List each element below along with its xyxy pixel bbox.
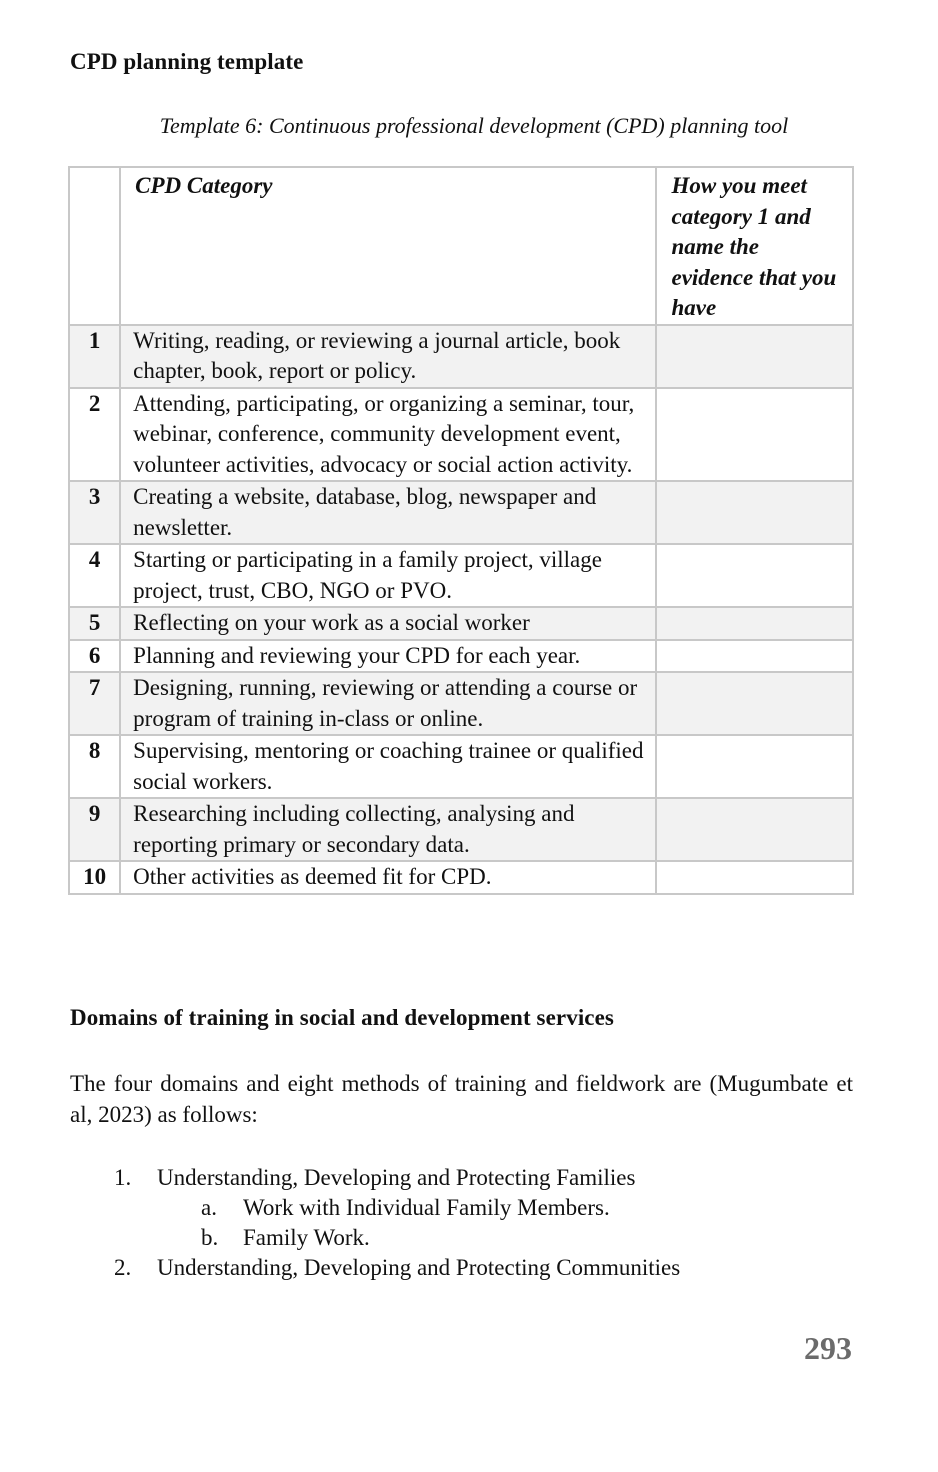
column-header-category: CPD Category (120, 167, 656, 325)
list-item-text: Work with Individual Family Members. (243, 1195, 610, 1220)
row-category: Other activities as deemed fit for CPD. (120, 861, 656, 894)
row-category: Attending, participating, or organizing a seminar, tour, webinar, conference, community development event, volunteer activities, advocacy or social action activity. (120, 388, 656, 482)
row-evidence-cell[interactable] (656, 388, 853, 482)
row-category: Reflecting on your work as a social worker (120, 607, 656, 640)
table-caption: Template 6: Continuous professional development (CPD) planning tool (159, 113, 789, 138)
row-number: 6 (69, 640, 120, 673)
table-row (69, 861, 853, 894)
list-marker: a. (201, 1195, 217, 1220)
sub-list-item (157, 1193, 680, 1223)
row-category: Designing, running, reviewing or attending a course or program of training in-class or online. (120, 672, 656, 735)
list-item-text: Family Work. (243, 1225, 370, 1250)
row-evidence-cell[interactable] (656, 798, 853, 861)
row-number: 10 (69, 861, 120, 894)
table-row (69, 325, 853, 388)
section-heading-domains-of-training: Domains of training in social and development services (70, 1005, 614, 1030)
sub-list-item (157, 1223, 680, 1253)
row-number: 9 (69, 798, 120, 861)
domains-list (70, 1163, 680, 1283)
list-item (70, 1163, 680, 1253)
table-row (69, 735, 853, 798)
row-evidence-cell[interactable] (656, 861, 853, 894)
table-header-row (69, 167, 853, 325)
row-category: Supervising, mentoring or coaching trainee or qualified social workers. (120, 735, 656, 798)
row-evidence-cell[interactable] (656, 640, 853, 673)
list-marker: 2. (114, 1255, 132, 1280)
row-category: Creating a website, database, blog, newspaper and newsletter. (120, 481, 656, 544)
table-row (69, 798, 853, 861)
sub-list (157, 1193, 680, 1253)
row-number: 7 (69, 672, 120, 735)
page-number: 293 (804, 1330, 852, 1366)
row-evidence-cell[interactable] (656, 481, 853, 544)
row-number: 2 (69, 388, 120, 482)
row-number: 8 (69, 735, 120, 798)
row-evidence-cell[interactable] (656, 735, 853, 798)
row-category: Planning and reviewing your CPD for each year. (120, 640, 656, 673)
table-row (69, 672, 853, 735)
column-header-number (69, 167, 120, 325)
row-evidence-cell[interactable] (656, 325, 853, 388)
row-category: Researching including collecting, analysing and reporting primary or secondary data. (120, 798, 656, 861)
row-number: 4 (69, 544, 120, 607)
list-item-text: Understanding, Developing and Protecting Families (157, 1165, 636, 1190)
section-heading-cpd-planning: CPD planning template (70, 49, 304, 74)
row-evidence-cell[interactable] (656, 607, 853, 640)
table-row (69, 481, 853, 544)
row-number: 3 (69, 481, 120, 544)
row-number: 5 (69, 607, 120, 640)
table-row (69, 544, 853, 607)
intro-paragraph: The four domains and eight methods of training and fieldwork are (Mugumbate et al, 2023) as follows: (70, 1071, 853, 1127)
row-category: Writing, reading, or reviewing a journal article, book chapter, book, report or policy. (120, 325, 656, 388)
table-row (69, 388, 853, 482)
list-item-text: Understanding, Developing and Protecting Communities (157, 1255, 681, 1280)
row-evidence-cell[interactable] (656, 672, 853, 735)
table-row (69, 607, 853, 640)
cpd-planning-table (68, 166, 854, 895)
row-number: 1 (69, 325, 120, 388)
list-item (70, 1253, 680, 1283)
row-evidence-cell[interactable] (656, 544, 853, 607)
list-marker: b. (201, 1225, 219, 1250)
table-row (69, 640, 853, 673)
column-header-evidence: How you meet category 1 and name the evidence that you have (656, 167, 853, 325)
list-marker: 1. (114, 1165, 132, 1190)
row-category: Starting or participating in a family project, village project, trust, CBO, NGO or PVO. (120, 544, 656, 607)
